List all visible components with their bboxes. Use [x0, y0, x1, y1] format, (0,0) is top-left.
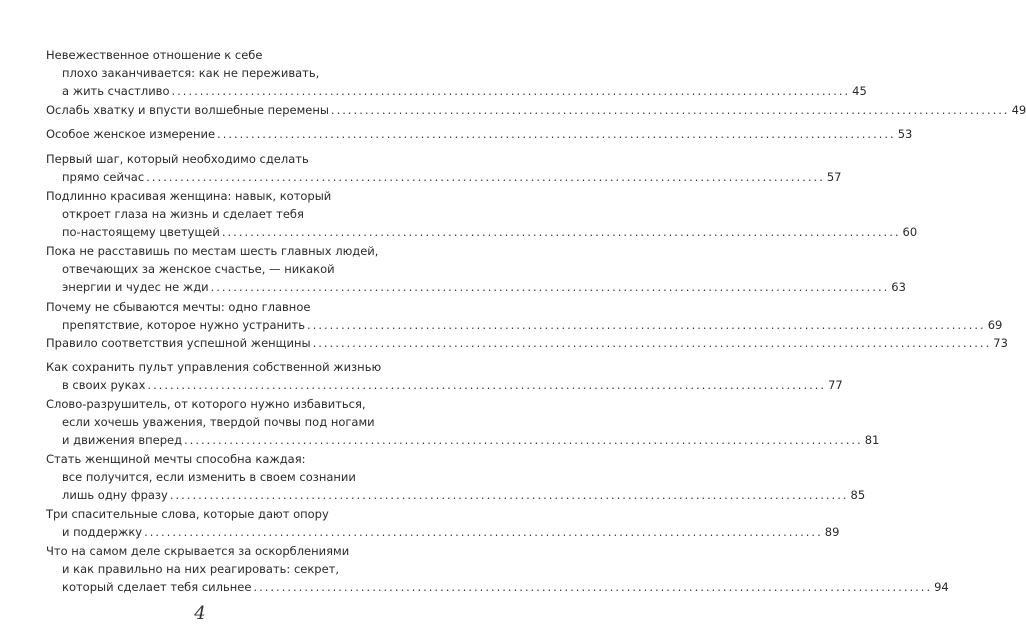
toc-entry [46, 242, 906, 296]
toc-entry-line: откроет глаза на жизнь и сделает тебя [62, 207, 304, 221]
toc-entry-line: и движения вперед [62, 433, 183, 447]
toc-entry [46, 101, 1026, 119]
toc-entry [46, 125, 913, 143]
dot-leader: ........................................................................................................................ [184, 433, 863, 447]
page-folio: 4 [194, 603, 206, 624]
dot-leader: ........................................................................................................................ [221, 225, 901, 239]
toc-entry [46, 395, 880, 449]
toc-entry-line: Как сохранить пульт управления собственной жизнью [46, 360, 382, 374]
toc-entry [46, 358, 843, 394]
toc-entry-line: Подлинно красивая женщина: навык, который [46, 189, 332, 203]
toc-entry-line: лишь одну фразу [62, 488, 168, 502]
page-number: 49 [1011, 103, 1026, 117]
toc-entry-last-line [46, 334, 1008, 352]
toc-entry-last-line [46, 431, 880, 449]
toc-entry-line: препятствие, которое нужно устранить [62, 318, 306, 332]
page-number: 81 [864, 433, 880, 447]
toc-entry-last-line [46, 82, 867, 100]
dot-leader: ........................................................................................................................ [312, 336, 992, 350]
page-number: 63 [891, 280, 906, 294]
page-number: 69 [987, 318, 1003, 332]
toc-entry-line: энергии и чудес не жди [62, 280, 209, 294]
toc-entry-line: и как правильно на них реагировать: секрет, [62, 562, 340, 576]
toc-entry-last-line [46, 316, 1003, 334]
toc-entry-last-line [46, 278, 906, 296]
dot-leader: ........................................................................................................................ [307, 318, 986, 332]
toc-entry-line: отвечающих за женское счастье, — никакой [62, 262, 335, 276]
toc-entry-line: Три спасительные слова, которые дают опору [46, 507, 329, 521]
dot-leader: ........................................................................................................................ [330, 103, 1010, 117]
toc-entry-line: а жить счастливо [62, 84, 170, 98]
page-number: 89 [824, 525, 840, 539]
page-number: 57 [826, 170, 842, 184]
toc-entry [46, 298, 1003, 334]
toc-entry-line: Что на самом деле скрывается за оскорблениями [46, 544, 350, 558]
toc-entry [46, 187, 918, 241]
toc-entry [46, 542, 949, 596]
toc-entry-line: Слово-разрушитель, от которого нужно избавиться, [46, 397, 366, 411]
dot-leader: ........................................................................................................................ [144, 525, 823, 539]
toc-entry [46, 150, 842, 186]
toc-entry-line: Первый шаг, который необходимо сделать [46, 152, 309, 166]
toc-entry-last-line [46, 376, 843, 394]
page-number: 73 [993, 336, 1008, 350]
toc-entry-line: Невежественное отношение к себе [46, 48, 263, 62]
toc-entry [46, 450, 866, 504]
dot-leader: ........................................................................................................................ [210, 280, 890, 294]
toc-entry [46, 505, 840, 541]
page-number: 94 [934, 580, 949, 594]
toc-entry-line: Правило соответствия успешной женщины [46, 336, 311, 350]
page-number: 85 [850, 488, 866, 502]
toc-entry-line: и поддержку [62, 525, 143, 539]
toc-entry-line: который сделает тебя сильнее [62, 580, 252, 594]
toc-entry-line: все получится, если изменить в своем сознании [62, 470, 356, 484]
toc-entry-line: в своих руках [62, 378, 146, 392]
dot-leader: ........................................................................................................................ [253, 580, 933, 594]
toc-entry-last-line [46, 168, 842, 186]
toc-entry-last-line [46, 486, 866, 504]
dot-leader: ........................................................................................................................ [169, 488, 849, 502]
page-number: 60 [902, 225, 918, 239]
toc-entry [46, 46, 867, 100]
toc-entry-line: Пока не расставишь по местам шесть главных людей, [46, 244, 379, 258]
toc-entry-line: Стать женщиной мечты способна каждая: [46, 452, 306, 466]
toc-entry-line: Особое женское измерение [46, 127, 216, 141]
page-number: 77 [828, 378, 843, 392]
toc-entry-line: прямо сейчас [62, 170, 145, 184]
page-number: 53 [897, 127, 913, 141]
toc-entry-line: Ослабь хватку и впусти волшебные перемены [46, 103, 329, 117]
toc-entry-line: если хочешь уважения, твердой почвы под ногами [62, 415, 375, 429]
toc-entry-line: Почему не сбываются мечты: одно главное [46, 300, 311, 314]
page-number: 45 [852, 84, 867, 98]
toc-entry-last-line [46, 578, 949, 596]
toc-entry-line: по-настоящему цветущей [62, 225, 220, 239]
dot-leader: ........................................................................................................................ [217, 127, 896, 141]
toc-entry-last-line [46, 223, 918, 241]
toc-entry-last-line [46, 125, 913, 143]
dot-leader: ........................................................................................................................ [171, 84, 851, 98]
dot-leader: ........................................................................................................................ [147, 378, 827, 392]
toc-entry-last-line [46, 523, 840, 541]
dot-leader: ........................................................................................................................ [146, 170, 825, 184]
toc-entry-line: плохо заканчивается: как не переживать, [62, 66, 320, 80]
toc-entry [46, 334, 1008, 352]
toc-entry-last-line [46, 101, 1026, 119]
